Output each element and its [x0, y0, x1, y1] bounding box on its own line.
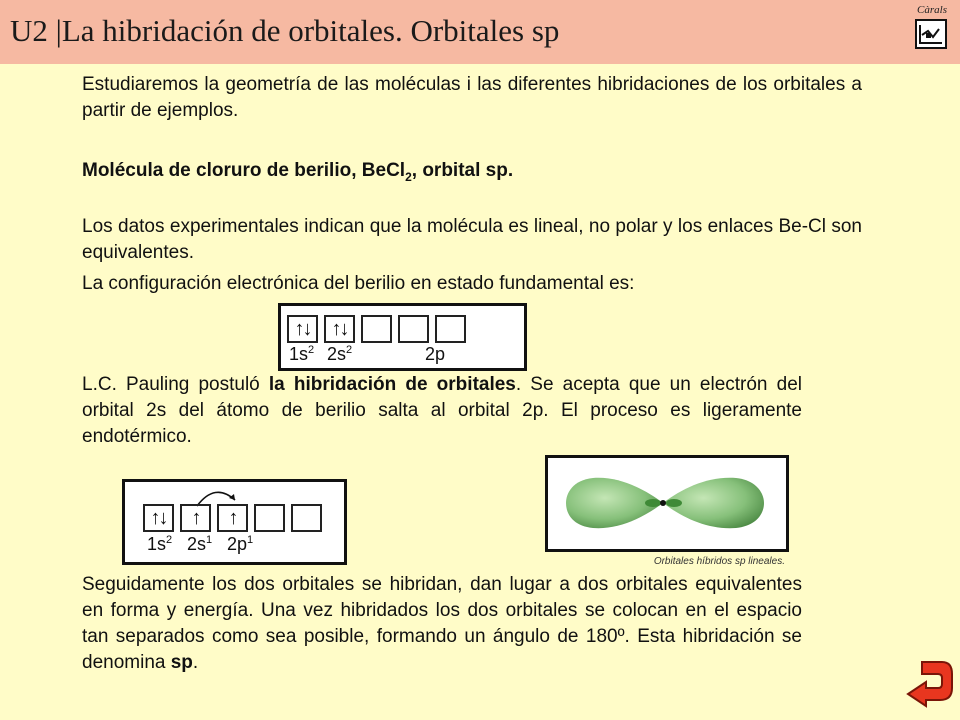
orbital-label: $2s^2$ — [327, 344, 353, 364]
orbital-label: $1s^2$ — [147, 534, 173, 554]
pauling-text: L.C. Pauling postuló — [82, 374, 269, 395]
orbital-cell: ↑↓ — [287, 315, 318, 343]
page-title: U2 |La hibridación de orbitales. Orbitales sp — [10, 13, 560, 48]
logo[interactable] — [910, 4, 954, 52]
hybridization-text: Seguidamente los dos orbitales se hibridan, dan lugar a dos orbitales equivalentes en forma y energía. Una vez hibridados los dos orbitales se colocan en el espacio tan separados como sea posible, formando un ángulo de 180º. Esta hibridación se denomina — [82, 574, 802, 673]
orbital-cell: ↑ — [180, 504, 211, 532]
orbital-cell — [435, 315, 466, 343]
orbital-cell: ↑ — [217, 504, 248, 532]
hybridization-bold-text: sp — [170, 652, 193, 673]
orbital-cell: ↑↓ — [324, 315, 355, 343]
section-heading — [82, 158, 862, 190]
back-arrow-icon[interactable] — [904, 658, 956, 708]
header-bar — [0, 0, 960, 64]
orbital-cell — [361, 315, 392, 343]
configuration-paragraph: La configuración electrónica del berilio en estado fundamental es: — [82, 273, 635, 294]
heading-subscript: 2 — [405, 169, 412, 184]
ground-state-diagram — [278, 303, 527, 371]
pauling-bold-text: la hibridación de orbitales — [268, 374, 516, 395]
orbital-cell — [291, 504, 322, 532]
heading-suffix: , orbital sp. — [411, 160, 514, 181]
intro-paragraph: Estudiaremos la geometría de las moléculas i las diferentes hibridaciones de los orbitales a partir de ejemplos. — [82, 74, 862, 121]
orbital-label: 2p — [425, 344, 446, 364]
orbital-label: $2s^1$ — [187, 534, 213, 554]
pauling-paragraph — [82, 372, 802, 450]
orbital-cell: ↑↓ — [143, 504, 174, 532]
sp-orbitals-illustration — [548, 458, 786, 549]
excited-state-cells — [143, 504, 328, 532]
logo-brand-text: Càrals — [917, 4, 947, 16]
orbital-cell — [398, 315, 429, 343]
orbital-label: $1s^2$ — [289, 344, 315, 364]
hybridization-text-end: . — [192, 652, 199, 673]
sp-hybrid-orbitals-figure — [545, 455, 789, 552]
hybridization-paragraph — [82, 572, 802, 676]
logo-graph-icon — [915, 19, 947, 49]
experimental-data-paragraph: Los datos experimentales indican que la molécula es lineal, no polar y los enlaces Be-Cl son equivalentes. — [82, 216, 862, 263]
pauling-text-end: . Se acepta que un electrón del orbital 2s del átomo de berilio salta al orbital 2p. El proceso es ligeramente endotérmico. — [82, 374, 802, 447]
heading-text: Molécula de cloruro de berilio, BeCl — [82, 160, 406, 181]
figure-caption: Orbitales híbridos sp lineales. — [653, 556, 785, 567]
ground-state-cells — [287, 315, 472, 343]
excited-state-diagram — [122, 479, 347, 565]
orbital-cell — [254, 504, 285, 532]
orbital-label: $2p^1$ — [227, 534, 254, 554]
